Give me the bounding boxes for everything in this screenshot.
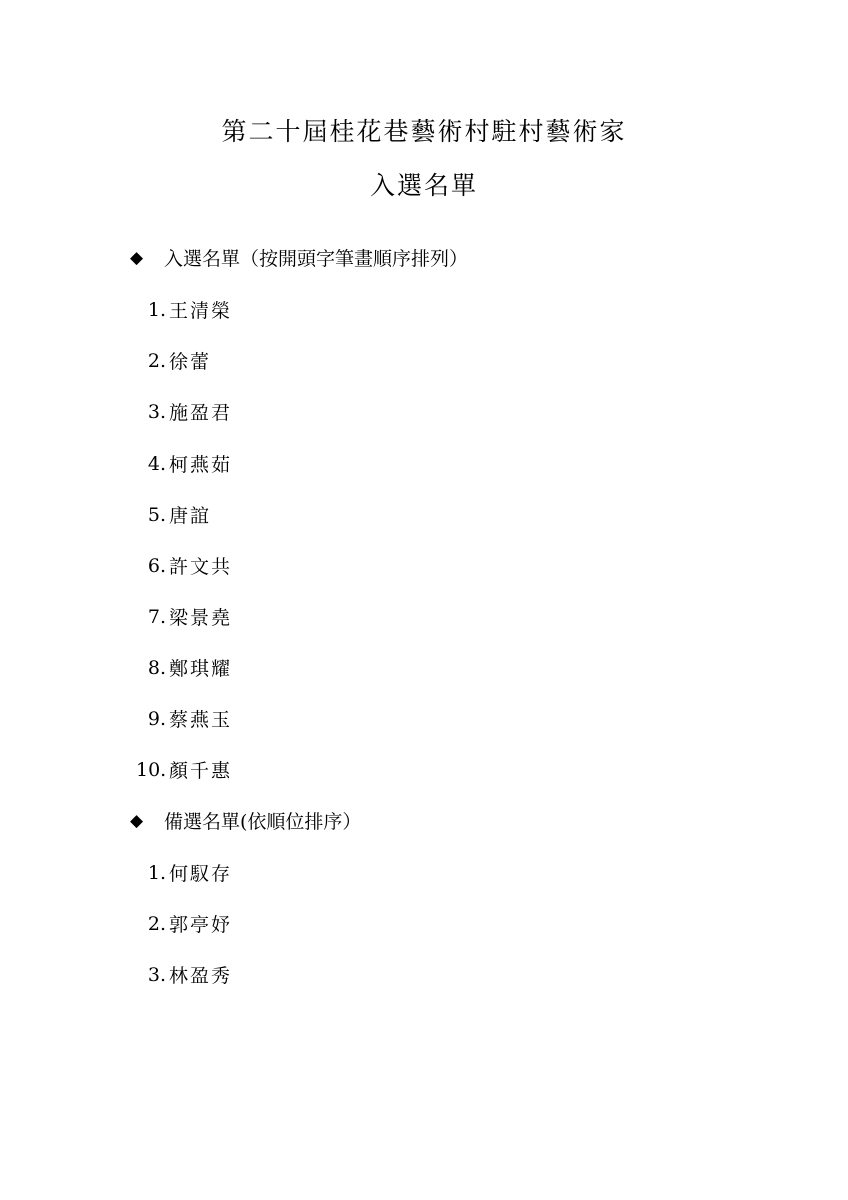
list-item — [136, 910, 232, 937]
list-item — [136, 859, 232, 886]
list-item — [136, 654, 232, 681]
list-item — [136, 398, 232, 425]
item-number: 3. — [147, 400, 166, 423]
diamond-bullet-icon: ◆ — [130, 810, 144, 831]
section-heading-text: 入選名單（按開頭字筆畫順序排列） — [164, 248, 469, 270]
item-name: 柯燕茹 — [169, 454, 233, 476]
section-heading-alternates — [130, 807, 361, 834]
item-number: 7. — [147, 605, 166, 628]
item-number: 4. — [147, 452, 166, 475]
list-item — [136, 501, 211, 528]
item-number: 3. — [147, 963, 166, 986]
item-name: 許文共 — [169, 556, 233, 578]
item-name: 施盈君 — [169, 402, 233, 424]
document-subtitle: 入選名單 — [369, 171, 478, 200]
item-number: 8. — [147, 656, 166, 679]
list-item — [136, 603, 232, 630]
item-number: 2. — [147, 349, 166, 372]
item-number: 2. — [147, 912, 166, 935]
document-title: 第二十屆桂花巷藝術村駐村藝術家 — [221, 117, 627, 146]
list-item — [136, 347, 211, 374]
item-number: 1. — [147, 298, 166, 321]
item-name: 徐蕾 — [169, 351, 212, 373]
item-name: 蔡燕玉 — [169, 709, 233, 731]
list-item — [136, 296, 232, 323]
item-number: 1. — [147, 861, 166, 884]
item-name: 鄭琪耀 — [169, 658, 233, 680]
item-name: 林盈秀 — [169, 965, 233, 987]
section-heading-selected — [130, 244, 468, 271]
item-name: 唐誼 — [169, 505, 212, 527]
item-number: 9. — [147, 707, 166, 730]
list-item — [136, 756, 232, 783]
diamond-bullet-icon: ◆ — [130, 247, 144, 268]
list-item — [136, 450, 232, 477]
item-name: 王清榮 — [169, 300, 233, 322]
list-item — [136, 552, 232, 579]
list-item — [136, 961, 232, 988]
item-name: 郭亭妤 — [169, 914, 233, 936]
list-item — [136, 705, 232, 732]
item-number: 5. — [147, 503, 166, 526]
item-name: 梁景堯 — [169, 607, 233, 629]
item-number: 6. — [147, 554, 166, 577]
item-name: 顏千惠 — [169, 760, 233, 782]
item-number: 10. — [136, 758, 167, 781]
section-heading-text: 備選名單(依順位排序） — [164, 811, 362, 833]
item-name: 何馭存 — [169, 863, 233, 885]
